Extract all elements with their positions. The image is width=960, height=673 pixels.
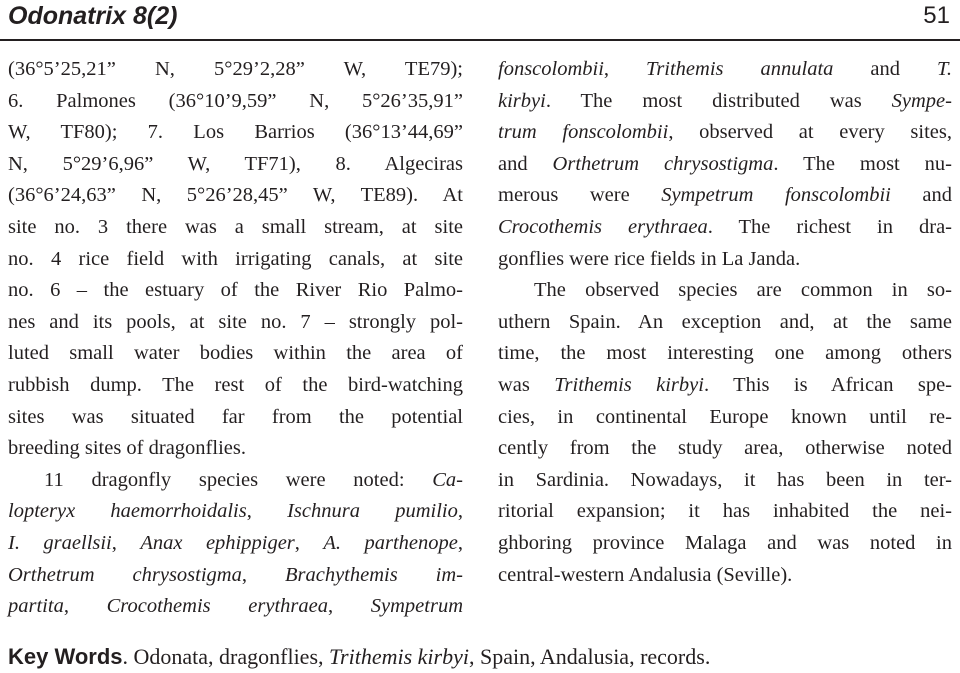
text-segment: , bbox=[63, 595, 107, 618]
text-line bbox=[8, 307, 463, 339]
text-segment: central-western Andalusia (Seville). bbox=[498, 563, 793, 586]
text-segment: (36°6’24,63” N, 5°26’28,45” W, TE89). At bbox=[8, 184, 463, 207]
text-line bbox=[8, 86, 463, 118]
italic-segment: lopteryx haemorrhoidalis bbox=[8, 500, 247, 523]
text-line bbox=[498, 244, 952, 276]
text-line bbox=[8, 591, 463, 623]
text-segment: , bbox=[246, 500, 288, 523]
journal-title: Odonatrix 8(2) bbox=[8, 2, 178, 30]
text-segment: , bbox=[241, 563, 285, 586]
italic-segment: Crocothemis erythraea bbox=[498, 215, 708, 238]
text-line bbox=[498, 149, 952, 181]
text-segment: , bbox=[457, 531, 463, 554]
text-segment: ghboring province Malaga and was noted in bbox=[498, 531, 952, 554]
text-segment: 6. Palmones (36°10’9,59” N, 5°26’35,91” bbox=[8, 89, 463, 112]
text-segment: and bbox=[833, 58, 937, 80]
italic-segment: Brachythemis im- bbox=[284, 563, 464, 586]
text-segment: rubbish dump. The rest of the bird-watching bbox=[8, 373, 463, 396]
text-segment: . The most distributed was bbox=[545, 89, 892, 112]
italic-segment: Sympe- bbox=[891, 89, 952, 112]
text-line bbox=[8, 496, 463, 528]
italic-segment: kirbyi bbox=[498, 89, 546, 112]
italic-segment: Sympetrum bbox=[370, 595, 463, 618]
text-segment: , observed at every sites, bbox=[668, 121, 952, 144]
text-segment: . The richest in dra- bbox=[707, 215, 953, 238]
text-segment: . The most nu- bbox=[773, 152, 952, 175]
left-text-column bbox=[8, 54, 463, 623]
page-number: 51 bbox=[923, 2, 950, 29]
italic-segment: T. bbox=[937, 58, 953, 80]
italic-segment: Orthetrum chrysostigma bbox=[552, 152, 774, 175]
text-segment: uthern Spain. An exception and, at the same bbox=[498, 310, 952, 333]
text-segment: time, the most interesting one among others bbox=[498, 342, 952, 365]
text-line bbox=[498, 528, 952, 560]
italic-segment: fonscolombii bbox=[498, 58, 604, 80]
text-line bbox=[8, 117, 463, 149]
text-segment: , bbox=[294, 531, 324, 554]
text-line bbox=[498, 117, 952, 149]
text-segment: nes and its pools, at site no. 7 – strongly pol- bbox=[8, 310, 463, 333]
keywords-label: Key Words bbox=[8, 644, 123, 669]
text-segment: 11 dragonfly species were noted: bbox=[44, 468, 433, 491]
keywords-line bbox=[8, 644, 710, 670]
text-segment: no. 6 – the estuary of the River Rio Palmo- bbox=[8, 279, 463, 302]
header-rule bbox=[0, 39, 960, 41]
right-text-column bbox=[498, 54, 952, 591]
text-segment: , bbox=[327, 595, 371, 618]
text-line bbox=[8, 149, 463, 181]
text-line bbox=[498, 307, 952, 339]
text-segment: (36°5’25,21” N, 5°29’2,28” W, TE79); bbox=[8, 58, 463, 80]
italic-segment: Anax ephippiger bbox=[140, 531, 295, 554]
italic-segment: trum fonscolombii bbox=[498, 121, 669, 144]
italic-segment: Trithemis kirbyi bbox=[554, 373, 704, 396]
text-line bbox=[8, 560, 463, 592]
text-line bbox=[8, 433, 463, 465]
italic-segment: Orthetrum chrysostigma bbox=[8, 563, 242, 586]
text-line bbox=[8, 212, 463, 244]
text-line bbox=[8, 370, 463, 402]
text-line bbox=[8, 275, 463, 307]
text-line bbox=[498, 465, 952, 497]
text-line bbox=[498, 433, 952, 465]
italic-segment: Ca- bbox=[432, 468, 463, 491]
text-segment: , bbox=[111, 531, 141, 554]
text-line bbox=[8, 244, 463, 276]
text-line bbox=[498, 275, 952, 307]
text-segment: in Sardinia. Nowadays, it has been in ter- bbox=[498, 468, 952, 491]
text-line bbox=[8, 54, 463, 86]
text-line bbox=[498, 86, 952, 118]
text-segment: no. 4 rice field with irrigating canals, at site bbox=[8, 247, 463, 270]
italic-segment: Sympetrum fonscolombii bbox=[661, 184, 891, 207]
text-line bbox=[498, 212, 952, 244]
italic-segment: Crocothemis erythraea bbox=[106, 595, 328, 618]
keywords-text: . Odonata, dragonflies, bbox=[122, 644, 330, 669]
keywords-species: Trithemis kirbyi bbox=[329, 644, 469, 669]
text-line bbox=[498, 560, 952, 592]
text-line bbox=[8, 465, 463, 497]
italic-segment: Trithemis annulata bbox=[646, 58, 834, 80]
text-segment: , bbox=[457, 500, 463, 523]
text-line bbox=[498, 496, 952, 528]
text-line bbox=[498, 54, 952, 86]
text-segment: W, TF80); 7. Los Barrios (36°13’44,69” bbox=[8, 121, 463, 144]
text-segment: breeding sites of dragonflies. bbox=[8, 437, 246, 460]
text-segment: gonflies were rice fields in La Janda. bbox=[498, 247, 801, 270]
text-segment: ritorial expansion; it has inhabited the nei- bbox=[498, 500, 952, 523]
text-line bbox=[498, 180, 952, 212]
text-segment: and bbox=[498, 152, 553, 175]
italic-segment: A. parthenope bbox=[323, 531, 458, 554]
text-segment: luted small water bodies within the area of bbox=[8, 342, 463, 365]
text-line bbox=[8, 402, 463, 434]
italic-segment: Ischnura pumilio bbox=[287, 500, 458, 523]
text-segment: N, 5°29’6,96” W, TF71), 8. Algeciras bbox=[8, 152, 463, 175]
text-line bbox=[8, 338, 463, 370]
italic-segment: partita bbox=[8, 595, 64, 618]
text-line bbox=[498, 338, 952, 370]
italic-segment: I. graellsii bbox=[8, 531, 112, 554]
text-segment: was bbox=[498, 373, 555, 396]
text-segment: and bbox=[890, 184, 952, 207]
text-segment: cies, in continental Europe known until re- bbox=[498, 405, 952, 428]
text-segment: cently from the study area, otherwise noted bbox=[498, 437, 952, 460]
text-segment: The observed species are common in so- bbox=[534, 279, 952, 302]
keywords-text-end: , Spain, Andalusia, records. bbox=[468, 644, 711, 669]
text-line bbox=[8, 528, 463, 560]
text-line bbox=[8, 180, 463, 212]
text-segment: site no. 3 there was a small stream, at site bbox=[8, 215, 463, 238]
text-segment: . This is African spe- bbox=[703, 373, 952, 396]
text-line bbox=[498, 370, 952, 402]
text-segment: , bbox=[603, 58, 647, 80]
text-segment: sites was situated far from the potential bbox=[8, 405, 463, 428]
text-segment: merous were bbox=[498, 184, 662, 207]
text-line bbox=[498, 402, 952, 434]
